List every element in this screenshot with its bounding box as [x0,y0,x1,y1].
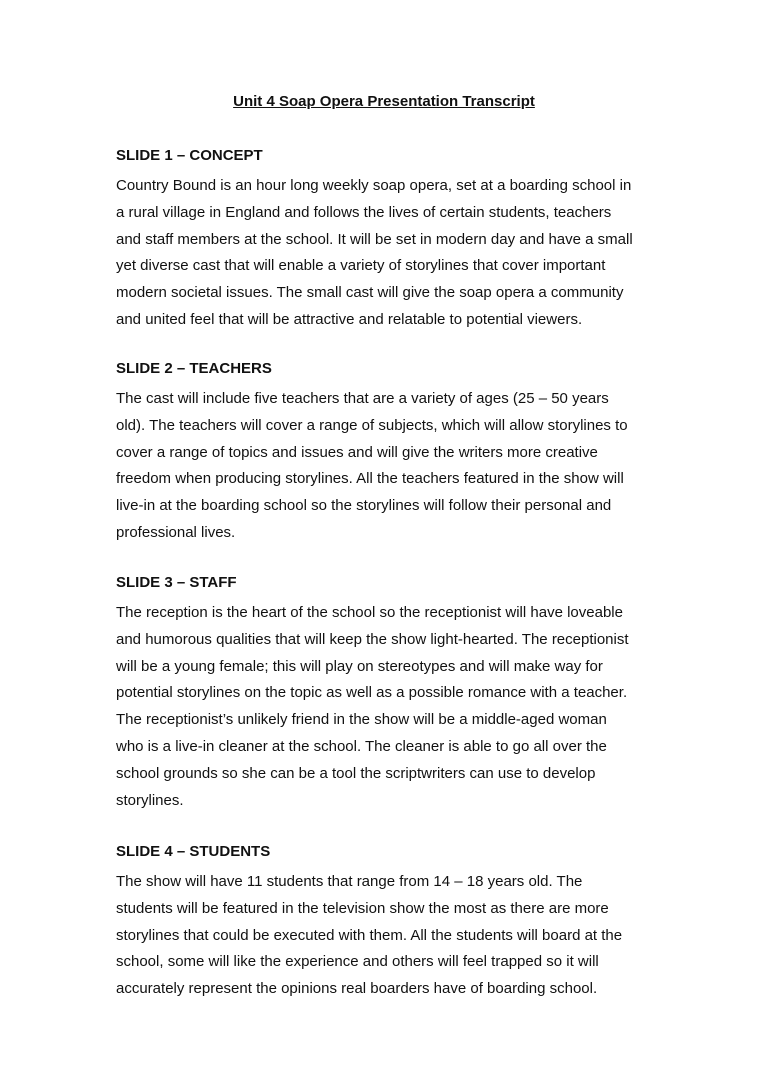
paragraph-line: The reception is the heart of the school so the receptionist will have loveable [116,604,623,621]
paragraph-line: school, some will like the experience and others will feel trapped so it will [116,953,599,971]
paragraph-line: The cast will include five teachers that are a variety of ages (25 – 50 years [116,390,609,407]
section-concept [116,146,656,334]
section-heading: SLIDE 1 – CONCEPT [116,147,263,164]
paragraph-line: cover a range of topics and issues and will give the writers more creative [116,443,598,461]
section-heading: SLIDE 3 – STAFF [116,574,237,591]
paragraph-line: The show will have 11 students that range from 14 – 18 years old. The [116,873,583,890]
paragraph-line: will be a young female; this will play on stereotypes and will make way for [116,657,603,675]
paragraph-line: The receptionist’s unlikely friend in the show will be a middle-aged woman [116,711,607,729]
section-staff [116,573,656,814]
paragraph-line: and united feel that will be attractive and relatable to potential viewers. [116,310,583,328]
paragraph-line: who is a live-in cleaner at the school. The cleaner is able to go all over the [116,737,607,755]
section-students [116,842,656,1003]
paragraph-line: and humorous qualities that will keep the show light-hearted. The receptionist [116,630,629,648]
paragraph-line: old). The teachers will cover a range of subjects, which will allow storylines to [116,416,628,434]
paragraph-line: accurately represent the opinions real boarders have of boarding school. [116,980,598,998]
paragraph-line: and staff members at the school. It will be set in modern day and have a small [116,230,633,248]
section-heading: SLIDE 2 – TEACHERS [116,360,272,377]
paragraph-line: a rural village in England and follows the lives of certain students, teachers [116,203,612,221]
paragraph-line: storylines. [116,791,184,809]
document-title: Unit 4 Soap Opera Presentation Transcript [233,93,535,110]
paragraph-line: freedom when producing storylines. All the teachers featured in the show will [116,470,624,488]
section-teachers [116,359,656,547]
paragraph-line: yet diverse cast that will enable a variety of storylines that cover important [116,257,606,275]
paragraph-line: professional lives. [116,523,236,541]
paragraph-line: modern societal issues. The small cast will give the soap opera a community [116,284,624,302]
section-heading: SLIDE 4 – STUDENTS [116,843,271,860]
paragraph-line: storylines that could be executed with them. All the students will board at the [116,926,623,944]
paragraph-line: potential storylines on the topic as well as a possible romance with a teacher. [116,684,628,702]
paragraph-line: live-in at the boarding school so the storylines will follow their personal and [116,497,612,515]
paragraph-line: students will be featured in the television show the most as there are more [116,899,609,917]
paragraph-line: Country Bound is an hour long weekly soap opera, set at a boarding school in [116,177,632,194]
paragraph-line: school grounds so she can be a tool the scriptwriters can use to develop [116,764,596,782]
